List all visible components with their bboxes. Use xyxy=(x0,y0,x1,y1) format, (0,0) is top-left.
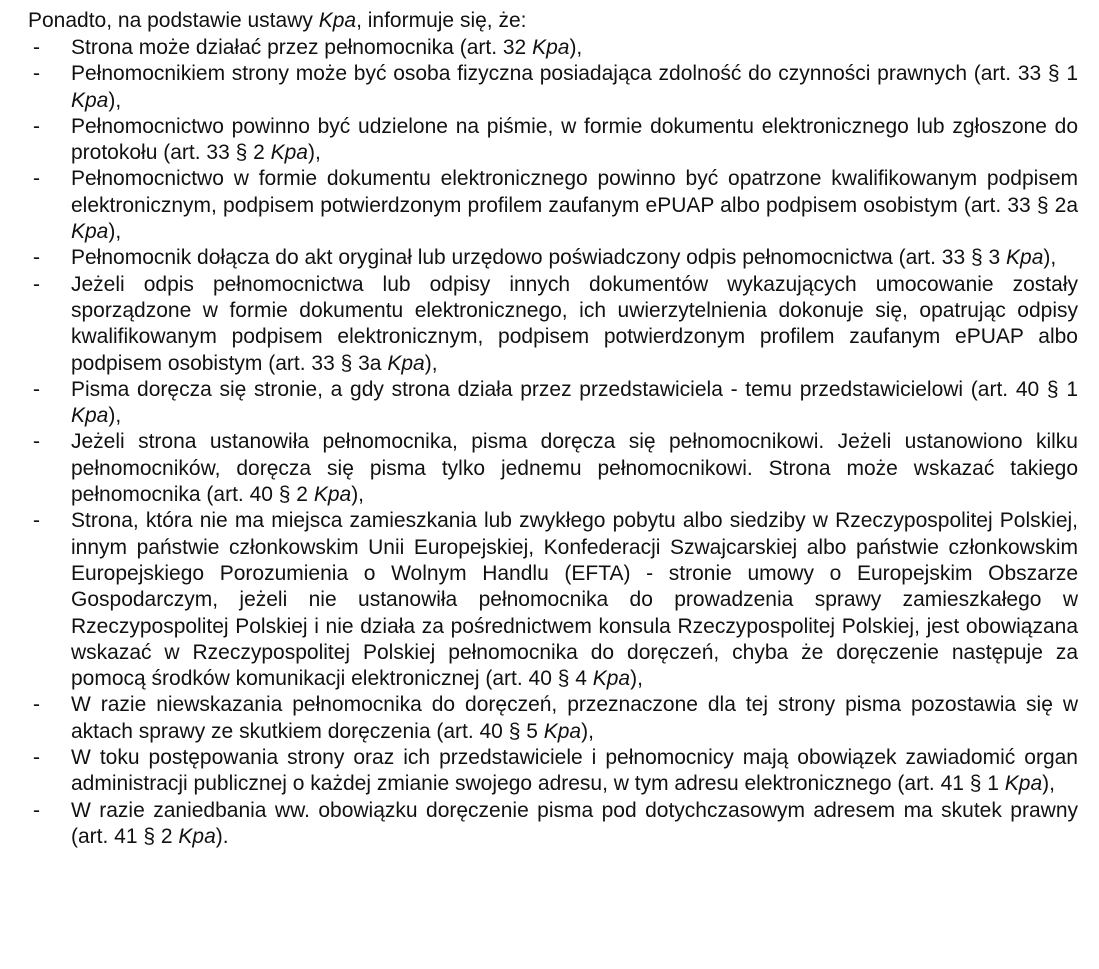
list-bullet: - xyxy=(33,430,40,454)
item-body: Pełnomocnik dołącza do akt oryginał lub urzędowo poświadczony odpis pełnomocnictwa (art. 33 § 3 xyxy=(71,246,1007,270)
list-item xyxy=(28,35,1079,61)
list-bullet: - xyxy=(33,798,40,822)
item-end: ), xyxy=(108,220,122,244)
item-body: W toku postępowania strony oraz ich przedstawiciele i pełnomocnicy mają obowiązek zawiadomić organ administracji publicznej o każdej zmianie swojego adresu, w tym adresu elektronicznego (art. 41 § 1 xyxy=(71,746,1078,796)
list-item-text xyxy=(71,798,1078,851)
list-item-text xyxy=(71,508,1078,692)
list-item xyxy=(28,377,1079,430)
list-item-text xyxy=(71,745,1078,798)
list-item-text xyxy=(71,692,1078,745)
item-end: ). xyxy=(215,824,229,848)
item-end: ), xyxy=(630,667,643,691)
list-item xyxy=(28,692,1079,745)
item-end: ), xyxy=(424,351,438,375)
item-end: ), xyxy=(108,404,122,428)
item-kpa: Kpa xyxy=(178,824,216,848)
item-end: ), xyxy=(581,719,594,743)
item-kpa: Kpa xyxy=(532,36,570,59)
item-body: W razie niewskazania pełnomocnika do doręczeń, przeznaczone dla tej strony pisma pozostawia się w aktach sprawy ze skutkiem doręczenia (art. 40 § 5 xyxy=(71,693,1078,743)
item-kpa: Kpa xyxy=(1004,772,1043,796)
intro-text-end: , informuje się, że: xyxy=(356,9,527,32)
item-kpa: Kpa xyxy=(592,667,631,691)
list-bullet: - xyxy=(33,746,40,770)
list-item-text xyxy=(71,61,1078,114)
list-item-text xyxy=(71,377,1078,430)
item-body: W razie zaniedbania ww. obowiązku doręczenie pisma pod dotychczasowym adresem ma skutek prawny (art. 41 § 2 xyxy=(71,798,1078,848)
item-body: Pełnomocnictwo powinno być udzielone na piśmie, w formie dokumentu elektronicznego lub zgłoszone do protokołu (art. 33 § 2 xyxy=(71,114,1078,165)
list-item xyxy=(28,245,1079,271)
item-end: ), xyxy=(351,483,365,507)
item-end: ), xyxy=(108,88,122,112)
list-item-text xyxy=(71,114,1078,167)
item-body: Pisma doręcza się stronie, a gdy strona działa przez przedstawiciela - temu przedstawicielowi (art. 40 § 1 xyxy=(71,377,1078,401)
item-kpa: Kpa xyxy=(71,88,109,112)
item-body: Pełnomocnictwo w formie dokumentu elektronicznego powinno być opatrzone kwalifikowanym podpisem elektronicznym, podpisem potwierdzonym profilem zaufanym ePUAP albo podpisem osobistym (art. 33 § 2a xyxy=(71,167,1078,217)
intro-paragraph xyxy=(28,8,1079,34)
intro-text: Ponadto, na podstawie ustawy xyxy=(28,9,319,32)
list-item xyxy=(28,61,1079,114)
list-bullet: - xyxy=(33,246,40,270)
list-item xyxy=(28,114,1079,167)
item-body: Jeżeli odpis pełnomocnictwa lub odpisy innych dokumentów wykazujących umocowanie zostały sporządzone w formie dokumentu elektronicznego, ich uwierzytelnienia dokonuje się, opatrując odpisy kwalifikowanym podpisem elektronicznym, podpisem potwierdzonym profilem zaufanym ePUAP albo podpisem osobistym (art. 33 § 3a xyxy=(71,272,1078,375)
list-item-text xyxy=(71,166,1078,245)
item-body: Jeżeli strona ustanowiła pełnomocnika, pisma doręcza się pełnomocnikowi. Jeżeli ustanowiono kilku pełnomocników, doręcza się pisma tylko jednemu pełnomocnikowi. Strona może wskazać takiego pełnomocnika (art. 40 § 2 xyxy=(71,430,1078,507)
item-end: ), xyxy=(1042,772,1055,796)
list-item xyxy=(28,272,1079,377)
item-kpa: Kpa xyxy=(387,351,425,375)
list-bullet: - xyxy=(33,272,40,296)
list-bullet: - xyxy=(33,167,40,191)
item-end: ), xyxy=(308,141,321,165)
list-bullet: - xyxy=(33,114,40,138)
list-item-text xyxy=(71,429,1078,508)
item-kpa: Kpa xyxy=(270,141,308,165)
list-bullet: - xyxy=(33,693,40,717)
list-item-text xyxy=(71,35,1078,61)
list-item xyxy=(28,166,1079,245)
item-kpa: Kpa xyxy=(543,719,582,743)
list-bullet: - xyxy=(33,509,40,533)
provisions-list xyxy=(28,35,1079,850)
item-body: Strona może działać przez pełnomocnika (art. 32 xyxy=(71,36,533,59)
item-kpa: Kpa xyxy=(71,220,109,244)
list-item-text xyxy=(71,245,1078,271)
item-kpa: Kpa xyxy=(1006,246,1044,270)
item-end: ), xyxy=(569,36,583,59)
item-end: ), xyxy=(1043,246,1057,270)
item-body: Pełnomocnikiem strony może być osoba fizyczna posiadająca zdolność do czynności prawnych (art. 33 § 1 xyxy=(71,62,1078,86)
item-body: Strona, która nie ma miejsca zamieszkania lub zwykłego pobytu albo siedziby w Rzeczypospolitej Polskiej, innym państwie członkowskim Unii Europejskiej, Konfederacji Szwajcarskiej albo państwie członkowskim Europejskiego Porozumienia o Wolnym Handlu (EFTA) - stronie umowy o Europejskim Obszarze Gospodarczym, jeżeli nie ustanowiła pełnomocnika do prowadzenia sprawy zamieszkałego w Rzeczypospolitej Polskiej i nie działa za pośrednictwem konsula Rzeczypospolitej Polskiej, jest obowiązana wskazać w Rzeczypospolitej Polskiej pełnomocnika do doręczeń, chyba że doręczenie następuje za pomocą środków komunikacji elektronicznej (art. 40 § 4 xyxy=(71,509,1078,691)
item-kpa: Kpa xyxy=(313,483,352,507)
list-item xyxy=(28,745,1079,798)
list-bullet: - xyxy=(33,36,40,59)
list-item-text xyxy=(71,272,1078,377)
intro-kpa: Kpa xyxy=(318,9,357,32)
list-item xyxy=(28,508,1079,692)
list-item xyxy=(28,798,1079,851)
item-kpa: Kpa xyxy=(71,404,109,428)
list-bullet: - xyxy=(33,62,40,86)
list-item xyxy=(28,429,1079,508)
list-bullet: - xyxy=(33,377,40,401)
